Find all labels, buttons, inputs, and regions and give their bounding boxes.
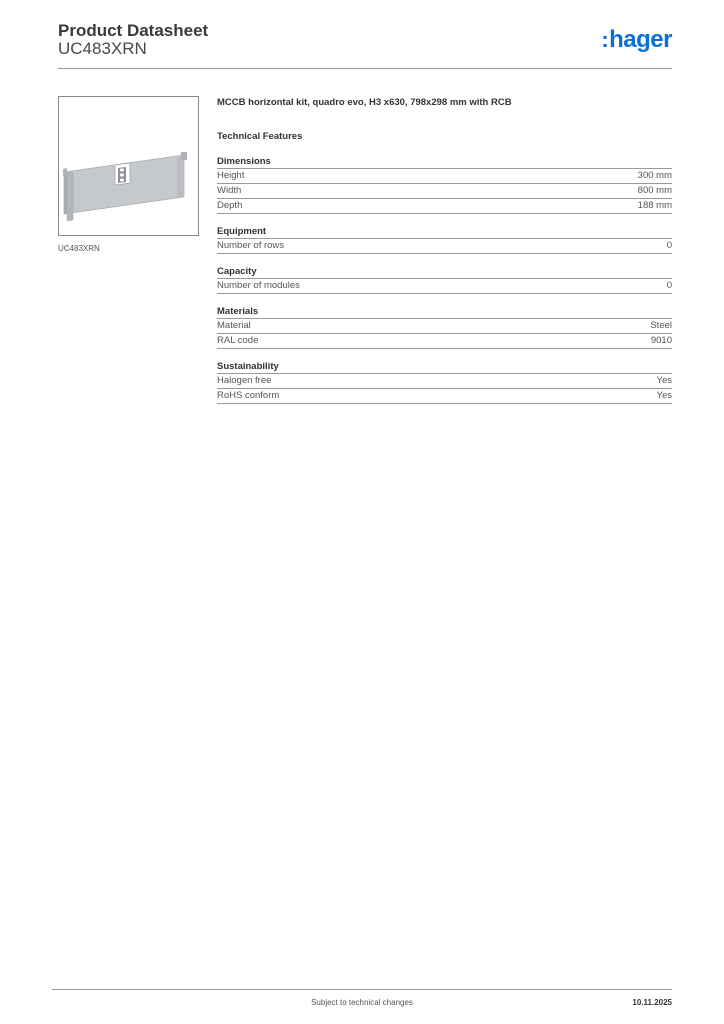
spec-label: Depth bbox=[217, 200, 243, 211]
spec-row bbox=[217, 334, 672, 349]
spec-label: Height bbox=[217, 170, 245, 181]
section-capacity bbox=[217, 265, 672, 294]
logo-text: hager bbox=[609, 26, 672, 53]
section-materials bbox=[217, 305, 672, 349]
section-title: Equipment bbox=[217, 225, 672, 239]
page-title: Product Datasheet bbox=[58, 21, 209, 40]
footer-date: 10.11.2025 bbox=[632, 998, 672, 1007]
spec-row bbox=[217, 319, 672, 334]
footer-divider bbox=[52, 989, 672, 990]
section-dimensions bbox=[217, 155, 672, 214]
product-code: UC483XRN bbox=[58, 39, 147, 58]
spec-row bbox=[217, 374, 672, 389]
spec-label: Material bbox=[217, 320, 251, 331]
hager-logo bbox=[601, 26, 672, 54]
section-sustainability bbox=[217, 360, 672, 404]
spec-value: 0 bbox=[666, 280, 672, 291]
section-title: Materials bbox=[217, 305, 672, 319]
spec-label: Number of rows bbox=[217, 240, 285, 251]
spec-value: Steel bbox=[650, 320, 672, 331]
section-title: Sustainability bbox=[217, 360, 672, 374]
spec-value: Yes bbox=[656, 375, 672, 386]
section-title: Capacity bbox=[217, 265, 672, 279]
product-title: MCCB horizontal kit, quadro evo, H3 x630, 798x298 mm with RCB bbox=[217, 97, 512, 108]
section-equipment bbox=[217, 225, 672, 254]
footer-note: Subject to technical changes bbox=[311, 998, 413, 1007]
spec-value: 0 bbox=[666, 240, 672, 251]
product-image bbox=[58, 96, 199, 236]
spec-value: Yes bbox=[656, 390, 672, 401]
spec-content bbox=[217, 96, 672, 404]
spec-label: Halogen free bbox=[217, 375, 272, 386]
spec-label: RoHS conform bbox=[217, 390, 280, 401]
logo-colon-icon: : bbox=[601, 27, 609, 52]
technical-features-heading: Technical Features bbox=[217, 131, 303, 142]
spec-label: Number of modules bbox=[217, 280, 300, 291]
spec-value: 300 mm bbox=[637, 170, 672, 181]
spec-value: 188 mm bbox=[637, 200, 672, 211]
spec-value: 9010 bbox=[650, 335, 672, 346]
spec-value: 800 mm bbox=[637, 185, 672, 196]
image-caption: UC483XRN bbox=[58, 244, 100, 253]
spec-row bbox=[217, 389, 672, 404]
panel-illustration bbox=[59, 97, 198, 235]
header-divider bbox=[58, 68, 672, 69]
spec-label: Width bbox=[217, 185, 242, 196]
spec-label: RAL code bbox=[217, 335, 259, 346]
spec-row bbox=[217, 169, 672, 184]
spec-row bbox=[217, 279, 672, 294]
section-title: Dimensions bbox=[217, 155, 672, 169]
spec-row bbox=[217, 184, 672, 199]
spec-row bbox=[217, 199, 672, 214]
spec-row bbox=[217, 239, 672, 254]
